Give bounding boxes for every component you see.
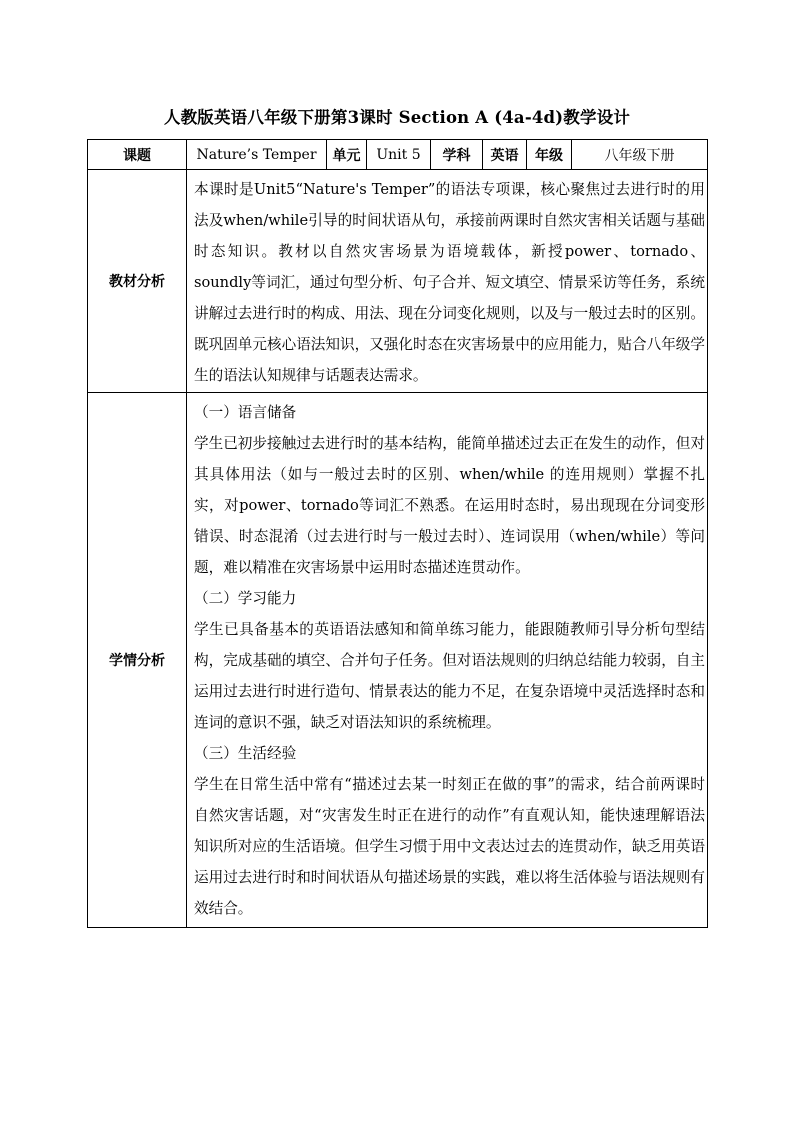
unit-label: 单元 <box>327 140 367 170</box>
unit-value: Unit 5 <box>367 140 431 170</box>
subject-value: 英语 <box>483 140 527 170</box>
material-analysis-row <box>88 170 708 393</box>
student-analysis-cell <box>187 393 708 928</box>
student-analysis-row <box>88 393 708 928</box>
student-analysis-label: 学情分析 <box>88 393 187 928</box>
section-text-ability: 学生已具备基本的英语语法感知和简单练习能力，能跟随教师引导分析句型结构，完成基础的填空、合并句子任务。但对语法规则的归纳总结能力较弱，自主运用过去进行时进行造句、情景表达的能力不足，在复杂语境中灵活选择时态和连词的意识不强，缺乏对语法知识的系统梳理。 <box>194 621 705 731</box>
section-heading-ability: （二）学习能力 <box>194 590 297 607</box>
grade-value: 八年级下册 <box>572 140 708 170</box>
subject-label: 学科 <box>431 140 483 170</box>
material-analysis-cell <box>187 170 708 393</box>
header-row <box>88 140 708 170</box>
material-analysis-text: 本课时是Unit5“Nature's Temper”的语法专项课，核心聚焦过去进行时的用法及when/while引导的时间状语从句，承接前两课时自然灾害相关话题与基础时态知识。教材以自然灾害场景为语境载体，新授power、tornado、soundly等词汇，通过句型分析、句子合并、短文填空、情景采访等任务，系统讲解过去进行时的构成、用法、现在分词变化规则，以及与一般过去时的区别。既巩固单元核心语法知识，又强化时态在灾害场景中的应用能力，贴合八年级学生的语法认知规律与话题表达需求。 <box>194 181 705 384</box>
lesson-plan-table <box>87 139 708 928</box>
grade-label: 年级 <box>527 140 572 170</box>
section-text-language: 学生已初步接触过去进行时的基本结构，能简单描述过去正在发生的动作，但对其具体用法（如与一般过去时的区别、when/while 的连用规则）掌握不扎实，对power、tornado等词汇不熟悉。在运用时态时，易出现现在分词变形错误、时态混淆（过去进行时与一般过去时）、连词误用（when/while）等问题，难以精准在灾害场景中运用时态描述连贯动作。 <box>194 435 705 576</box>
section-text-life: 学生在日常生活中常有“描述过去某一时刻正在做的事”的需求，结合前两课时自然灾害话题，对“灾害发生时正在进行的动作”有直观认知，能快速理解语法知识所对应的生活语境。但学生习惯于用中文表达过去的连贯动作，缺乏用英语运用过去进行时和时间状语从句描述场景的实践，难以将生活体验与语法规则有效结合。 <box>194 776 705 917</box>
material-analysis-label: 教材分析 <box>88 170 187 393</box>
topic-value: Nature’s Temper <box>187 140 327 170</box>
page-title: 人教版英语八年级下册第3课时 Section A (4a-4d)教学设计 <box>163 108 631 127</box>
topic-label: 课题 <box>88 140 187 170</box>
section-heading-life: （三）生活经验 <box>194 745 297 762</box>
section-heading-language: （一）语言储备 <box>194 404 297 421</box>
